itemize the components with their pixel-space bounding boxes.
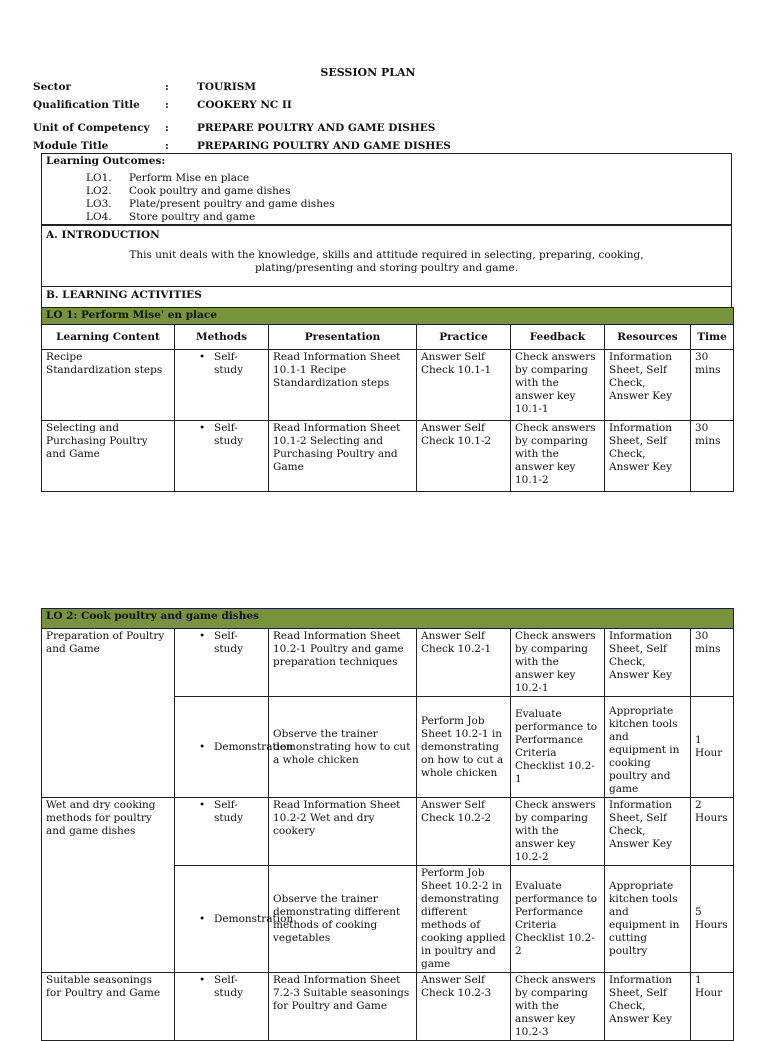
- table-row: [42, 421, 734, 492]
- meta-colon: :: [165, 140, 169, 152]
- column-header: Feedback: [511, 325, 605, 350]
- resources-cell: Information Sheet, Self Check, Answer Key: [605, 798, 691, 866]
- method-cell: [175, 973, 269, 1041]
- practice-cell: Answer Self Check 10.1-2: [417, 421, 511, 492]
- method-item: • Self-study: [199, 422, 264, 448]
- resources-cell: Information Sheet, Self Check, Answer Key: [605, 350, 691, 421]
- introduction-heading: A. INTRODUCTION: [46, 229, 160, 241]
- column-header: Resources: [605, 325, 691, 350]
- table-row: [42, 350, 734, 421]
- table-row: [42, 798, 734, 866]
- meta-colon: :: [165, 99, 169, 111]
- meta-value: PREPARING POULTRY AND GAME DISHES: [197, 140, 451, 152]
- presentation-cell: Observe the trainer demonstrating different methods of cooking vegetables: [269, 866, 417, 973]
- presentation-cell: Read Information Sheet 10.2-1 Poultry and game preparation techniques: [269, 629, 417, 697]
- method-cell: [175, 421, 269, 492]
- time-cell: 1 Hour: [691, 973, 734, 1041]
- document-title: SESSION PLAN: [320, 66, 416, 79]
- meta-value: COOKERY NC II: [197, 99, 292, 111]
- meta-key: Unit of Competency: [33, 122, 150, 134]
- method-cell: [175, 629, 269, 697]
- method-item: • Self-study: [199, 351, 264, 377]
- presentation-cell: Read Information Sheet 7.2-3 Suitable seasonings for Poultry and Game: [269, 973, 417, 1041]
- practice-cell: Answer Self Check 10.2-1: [417, 629, 511, 697]
- presentation-cell: Read Information Sheet 10.1-2 Selecting and Purchasing Poultry and Game: [269, 421, 417, 492]
- column-header: Time: [691, 325, 734, 350]
- lo1-activities-table: [41, 307, 734, 492]
- learning-content-cell: Selecting and Purchasing Poultry and Game: [42, 421, 175, 492]
- feedback-cell: Check answers by comparing with the answer key 10.1-2: [511, 421, 605, 492]
- learning-activities-heading: B. LEARNING ACTIVITIES: [46, 289, 202, 301]
- time-cell: 30 mins: [691, 421, 734, 492]
- column-header: Methods: [175, 325, 269, 350]
- method-cell: [175, 866, 294, 973]
- column-header: Learning Content: [42, 325, 175, 350]
- learning-outcome-item: LO3. Plate/present poultry and game dishes: [86, 198, 335, 210]
- resources-cell: Information Sheet, Self Check, Answer Key: [605, 421, 691, 492]
- meta-key: Module Title: [33, 140, 109, 152]
- resources-cell: Information Sheet, Self Check, Answer Key: [605, 973, 691, 1041]
- meta-value: TOURISM: [197, 81, 256, 93]
- meta-colon: :: [165, 122, 169, 134]
- introduction-text: This unit deals with the knowledge, skills and attitude required in selecting, preparing, cooking, plating/presenting and storing poultry and game.: [129, 249, 644, 274]
- method-item: • Self-study: [199, 799, 264, 825]
- presentation-cell: Read Information Sheet 10.2-2 Wet and dry cookery: [269, 798, 417, 866]
- method-cell: [175, 350, 269, 421]
- practice-cell: Answer Self Check 10.1-1: [417, 350, 511, 421]
- time-cell: 30 mins: [691, 629, 734, 697]
- learning-activities-box: [41, 286, 732, 308]
- time-cell: 1 Hour: [691, 697, 734, 798]
- method-cell: [175, 697, 294, 798]
- feedback-cell: Evaluate performance to Performance Criteria Checklist 10.2-1: [511, 697, 605, 798]
- time-cell: 2 Hours: [691, 798, 734, 866]
- learning-content-cell: Recipe Standardization steps: [42, 350, 175, 421]
- practice-cell: Perform Job Sheet 10.2-1 in demonstrating on how to cut a whole chicken: [417, 697, 511, 798]
- method-item: • Self-study: [199, 974, 264, 1000]
- practice-cell: Answer Self Check 10.2-3: [417, 973, 511, 1041]
- table-row: [42, 973, 734, 1041]
- column-header: Presentation: [269, 325, 417, 350]
- feedback-cell: Check answers by comparing with the answer key 10.2-2: [511, 798, 605, 866]
- learning-content-cell: Preparation of Poultry and Game: [42, 629, 175, 798]
- feedback-cell: Evaluate performance to Performance Criteria Checklist 10.2-2: [511, 866, 605, 973]
- learning-outcome-item: LO1. Perform Mise en place: [86, 172, 250, 184]
- learning-outcomes-box: [41, 153, 732, 225]
- method-item: • Self-study: [199, 630, 264, 656]
- meta-key: Sector: [33, 81, 72, 93]
- learning-outcomes-heading: Learning Outcomes:: [46, 155, 166, 167]
- practice-cell: Answer Self Check 10.2-2: [417, 798, 511, 866]
- feedback-cell: Check answers by comparing with the answer key 10.1-1: [511, 350, 605, 421]
- feedback-cell: Check answers by comparing with the answer key 10.2-3: [511, 973, 605, 1041]
- resources-cell: Appropriate kitchen tools and equipment in cooking poultry and game: [605, 697, 691, 798]
- method-item: • Demonstration: [199, 913, 264, 926]
- meta-colon: :: [165, 81, 169, 93]
- lo2-title: LO 2: Cook poultry and game dishes: [42, 609, 734, 629]
- meta-value: PREPARE POULTRY AND GAME DISHES: [197, 122, 436, 134]
- presentation-cell: Read Information Sheet 10.1-1 Recipe Standardization steps: [269, 350, 417, 421]
- lo1-title: LO 1: Perform Mise' en place: [42, 308, 734, 325]
- resources-cell: Information Sheet, Self Check, Answer Key: [605, 629, 691, 697]
- introduction-box: [41, 225, 732, 287]
- learning-outcome-item: LO2. Cook poultry and game dishes: [86, 185, 291, 197]
- table-row: [42, 629, 734, 697]
- meta-key: Qualification Title: [33, 99, 140, 111]
- learning-content-cell: Wet and dry cooking methods for poultry and game dishes: [42, 798, 175, 973]
- method-cell: [175, 798, 269, 866]
- method-item: • Demonstration: [199, 741, 264, 754]
- time-cell: 30 mins: [691, 350, 734, 421]
- time-cell: 5 Hours: [691, 866, 734, 973]
- feedback-cell: Check answers by comparing with the answer key 10.2-1: [511, 629, 605, 697]
- lo2-activities-table: [41, 608, 734, 1041]
- learning-outcome-item: LO4. Store poultry and game: [86, 211, 256, 223]
- practice-cell: Perform Job Sheet 10.2-2 in demonstrating different methods of cooking applied in poultry and game: [417, 866, 511, 973]
- presentation-cell: Observe the trainer demonstrating how to cut a whole chicken: [269, 697, 417, 798]
- column-header: Practice: [417, 325, 511, 350]
- learning-content-cell: Suitable seasonings for Poultry and Game: [42, 973, 175, 1041]
- resources-cell: Appropriate kitchen tools and equipment in cutting poultry: [605, 866, 691, 973]
